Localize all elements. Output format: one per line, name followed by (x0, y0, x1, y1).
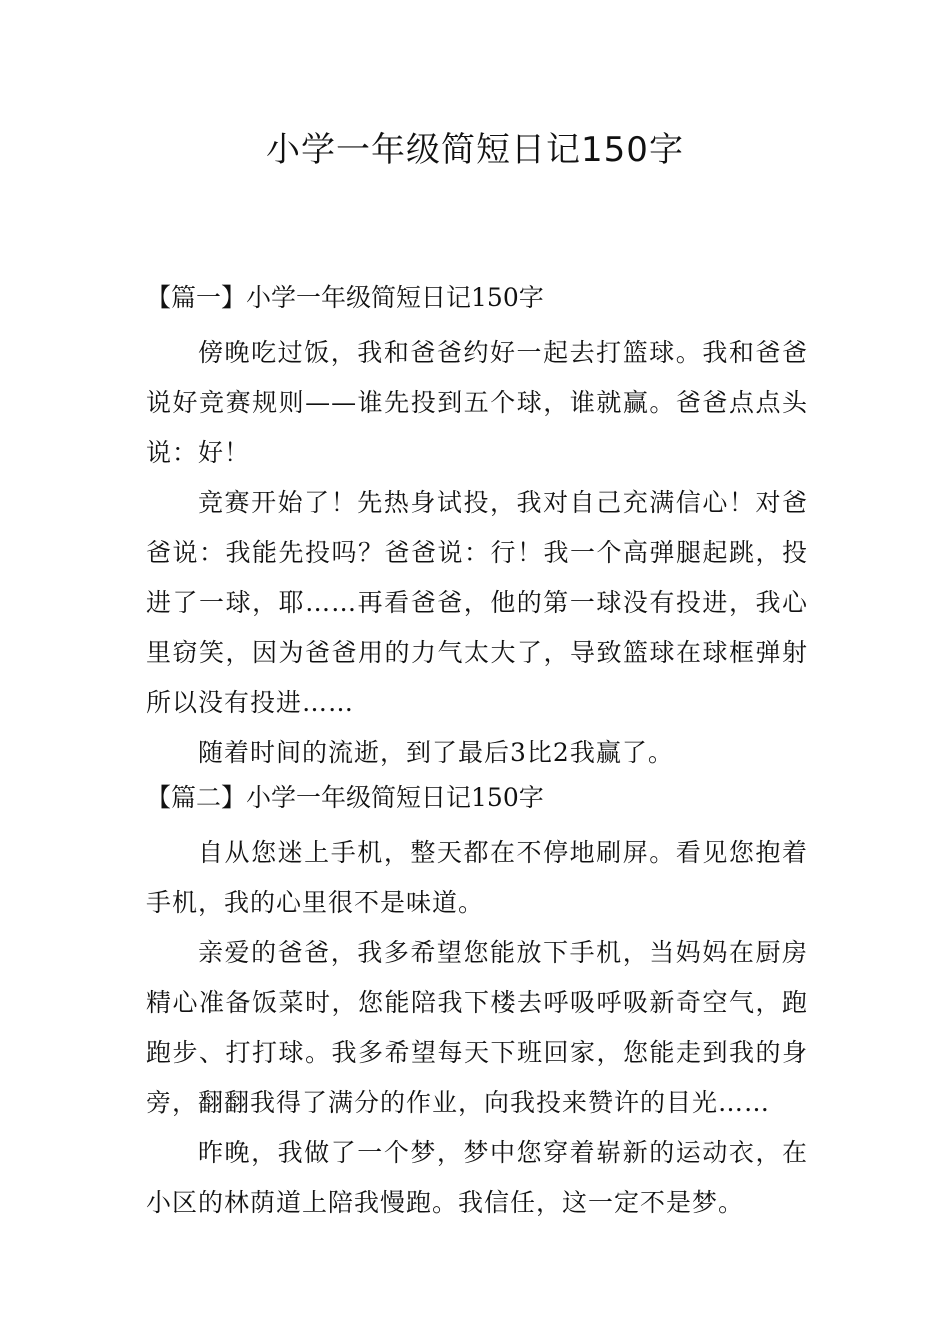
paragraph: 随着时间的流逝，到了最后3比2我赢了。 (198, 738, 674, 767)
section-1 (146, 278, 808, 778)
section-heading: 【篇一】小学一年级简短日记150字 (146, 283, 544, 312)
section-heading: 【篇二】小学一年级简短日记150字 (146, 783, 544, 812)
paragraph: 亲爱的爸爸，我多希望您能放下手机，当妈妈在厨房精心准备饭菜时，您能陪我下楼去呼吸呼吸新奇空气，跑跑步、打打球。我多希望每天下班回家，您能走到我的身旁，翻翻我得了满分的作业，向我投来赞许的目光…… (146, 938, 808, 1117)
paragraph: 傍晚吃过饭，我和爸爸约好一起去打篮球。我和爸爸说好竞赛规则——谁先投到五个球，谁就赢。爸爸点点头说：好！ (146, 338, 808, 467)
paragraph: 自从您迷上手机，整天都在不停地刷屏。看见您抱着手机，我的心里很不是味道。 (146, 838, 808, 917)
document-body (146, 278, 808, 1228)
section-2 (146, 778, 808, 1228)
paragraph: 竞赛开始了！先热身试投，我对自己充满信心！对爸爸说：我能先投吗？爸爸说：行！我一个高弹腿起跳，投进了一球，耶……再看爸爸，他的第一球没有投进，我心里窃笑，因为爸爸用的力气太大了，导致篮球在球框弹射所以没有投进…… (146, 488, 808, 717)
paragraph: 昨晚，我做了一个梦，梦中您穿着崭新的运动衣，在小区的林荫道上陪我慢跑。我信任，这一定不是梦。 (146, 1138, 808, 1217)
page-title: 小学一年级简短日记150字 (266, 130, 684, 170)
